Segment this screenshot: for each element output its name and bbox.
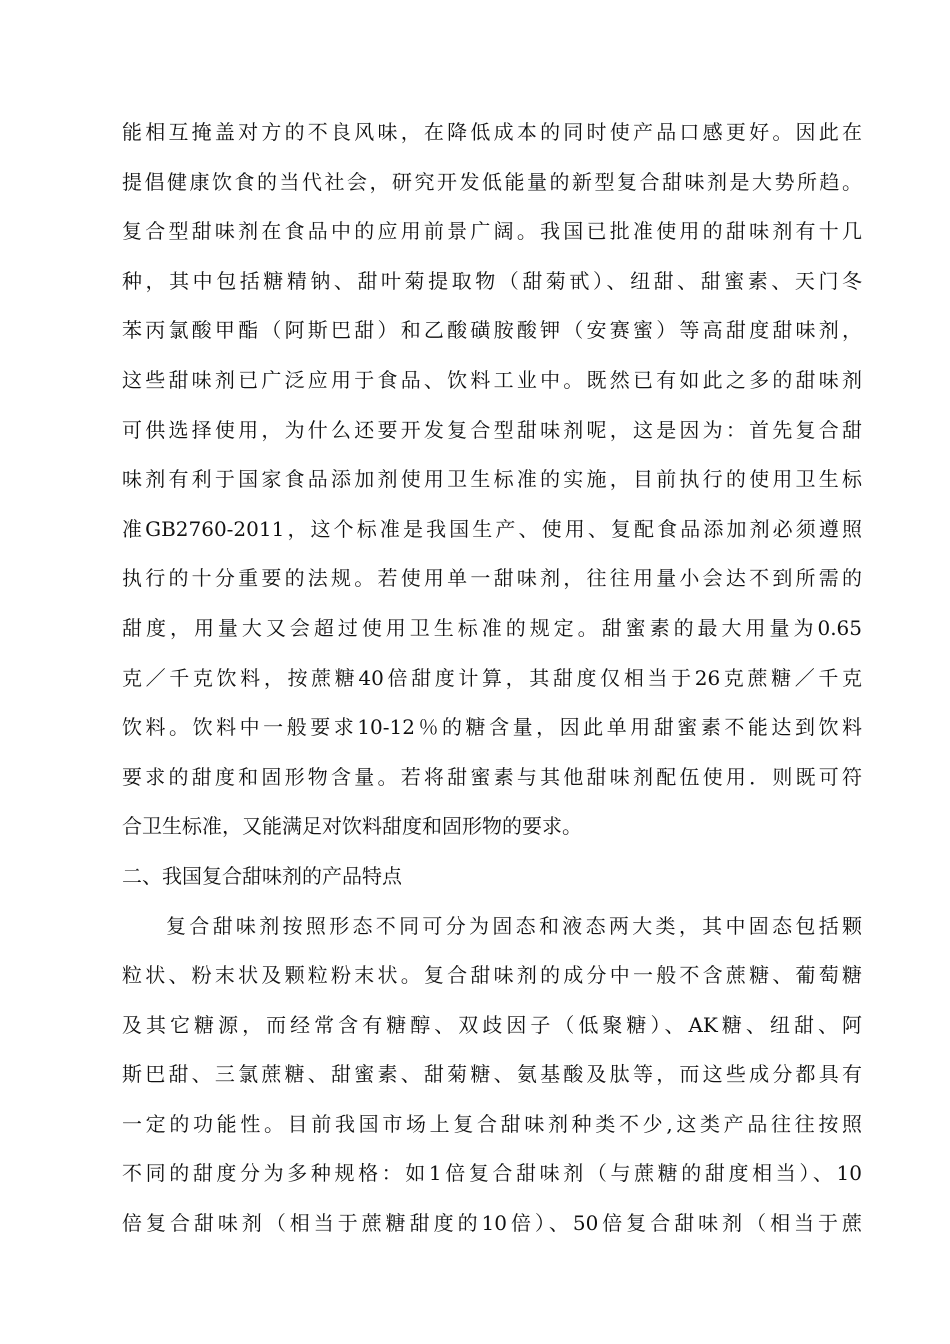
- text-line: 要求的甜度和固形物含量。若将甜蜜素与其他甜味剂配伍使用．则既可符: [122, 764, 862, 789]
- text-line: 复合甜味剂按照形态不同可分为固态和液态两大类，其中固态包括颗: [166, 913, 862, 938]
- text-line: 这些甜味剂已广泛应用于食品、饮料工业中。既然已有如此之多的甜味剂: [122, 367, 862, 392]
- text-line: 味剂有利于国家食品添加剂使用卫生标准的实施，目前执行的使用卫生标: [122, 467, 862, 492]
- text-line: 准GB2760-2011，这个标准是我国生产、使用、复配食品添加剂必须遵照: [122, 516, 862, 541]
- text-line: 不同的甜度分为多种规格：如1倍复合甜味剂（与蔗糖的甜度相当）、10: [122, 1161, 862, 1186]
- text-line: 执行的十分重要的法规。若使用单一甜味剂，往往用量小会达不到所需的: [122, 566, 862, 591]
- text-line: 能相互掩盖对方的不良风味，在降低成本的同时使产品口感更好。因此在: [122, 120, 862, 144]
- text-line: 提倡健康饮食的当代社会，研究开发低能量的新型复合甜味剂是大势所趋。: [122, 169, 862, 194]
- text-line: 苯丙氯酸甲酯（阿斯巴甜）和乙酸磺胺酸钾（安赛蜜）等高甜度甜味剂，: [122, 318, 862, 343]
- text-line: 种，其中包括糖精钠、甜叶菊提取物（甜菊甙）、纽甜、甜蜜素、天门冬: [122, 268, 862, 293]
- text-line: 克／千克饮料，按蔗糖40倍甜度计算，其甜度仅相当于26克蔗糖／千克: [122, 665, 862, 690]
- text-line: 倍复合甜味剂（相当于蔗糖甜度的10倍）、50倍复合甜味剂（相当于蔗: [122, 1211, 862, 1236]
- text-line: 一定的功能性。目前我国市场上复合甜味剂种类不少,这类产品往往按照: [122, 1111, 862, 1136]
- text-line: 复合型甜味剂在食品中的应用前景广阔。我国已批准使用的甜味剂有十几: [122, 219, 862, 244]
- text-line: 粒状、粉末状及颗粒粉末状。复合甜味剂的成分中一般不含蔗糖、葡萄糖: [122, 963, 862, 988]
- body-text: [122, 112, 862, 1253]
- text-line: 斯巴甜、三氯蔗糖、甜蜜素、甜菊糖、氨基酸及肽等，而这些成分都具有: [122, 1062, 862, 1087]
- text-line: 饮料。饮料中一般要求10-12％的糖含量，因此单用甜蜜素不能达到饮料: [122, 715, 862, 740]
- text-line: 可供选择使用，为什么还要开发复合型甜味剂呢，这是因为：首先复合甜: [122, 417, 862, 442]
- text-line: 甜度，用量大又会超过使用卫生标准的规定。甜蜜素的最大用量为0.65: [122, 615, 862, 640]
- text-line: 及其它糖源，而经常含有糖醇、双歧因子（低聚糖）、AK糖、纽甜、阿: [122, 1012, 862, 1037]
- text-line: 合卫生标准，又能满足对饮料甜度和固形物的要求。: [122, 814, 582, 839]
- section-heading: 二、我国复合甜味剂的产品特点: [122, 863, 402, 888]
